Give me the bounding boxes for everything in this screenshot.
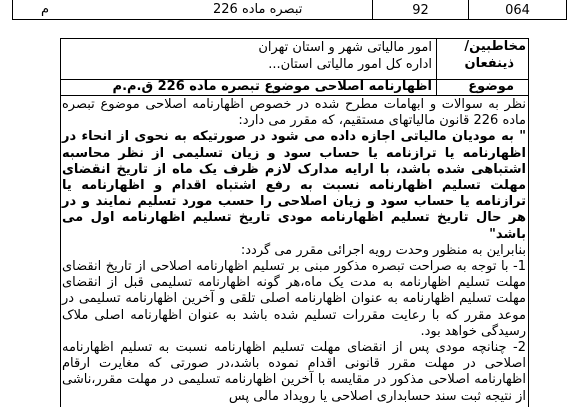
top-title: تبصره ماده 226	[213, 2, 303, 17]
audience-label: مخاطبین/	[464, 39, 526, 54]
quote-paragraph: " به مودیان مالیاتی اجازه داده می شود در صورتیکه به نحوی از انحاء در اظهارنامه یا ترازنامه یا حساب سود و زیان تسلیمی از نظر محاسبه اشتباهی شده باشد، با ارایه مدارک لازم ظرف یک ماه از تاریخ انقضای مهلت تسلیم اظهارنامه نسبت به رفع اشتباه اقدام و اظهارنامه یا ترازنامه یا حساب سود و زیان اصلاحی را حسب مورد تسلیم نمایند و در هر حال تاریخ تسلیم اظهارنامه مودی تاریخ تسلیم اظهارنامه اول می باشد"	[62, 129, 526, 242]
audience-line-2: اداره کل امور مالیاتی استان...	[268, 57, 432, 72]
directive-paragraph: بنابراین به منظور وحدت رویه اجرائی مقرر می گردد:	[240, 242, 526, 258]
subject-value: اظهارنامه اصلاحی موضوع تبصره ماده 226 ق.م.م	[112, 79, 432, 94]
top-strip	[0, 0, 567, 22]
audience-line-1: امور مالیاتی شهر و استان تهران	[258, 40, 432, 55]
top-mark: م	[41, 2, 50, 17]
top-num: 064	[468, 0, 567, 20]
clause-1-paragraph: 1- با توجه به صراحت تبصره مذکور مبنی بر تسلیم اظهارنامه اصلاحی از تاریخ انقضای مهلت تسلیم اظهارنامه به مدت یک ماه،هر گونه اظهارنامه تسلیمی قبل از انقضای مهلت تسلیم اظهارنامه به عنوان اظهارنامه اصلی تلقی و آخرین اظهارنامه تسلیمی در موعد مقرر که با رعایت مقررات تسلیم شده باشد به عنوان اظهارنامه اصلی ملاک رسیدگی خواهد بود.	[62, 259, 526, 339]
body-text	[62, 97, 526, 405]
intro-paragraph: نظر به سوالات و ابهامات مطرح شده در خصوص اظهارنامه اصلاحی موضوع تبصره ماده 226 قانون مالیاتهای مستقیم، که مقرر می دارد:	[62, 97, 526, 129]
subject-label: موضوع	[468, 79, 514, 94]
audience-label-2: ذینفعان	[464, 56, 514, 71]
clause-2-paragraph: 2- چنانچه مودی پس از انقضای مهلت تسلیم اظهارنامه نسبت به تسلیم اظهارنامه اصلاحی در مهلت مقرر قانونی اقدام نموده باشد،در صورتی که مغایرت ارقام اظهارنامه اصلاحی مذکور در مقایسه با آخرین اظهارنامه تسلیمی در مهلت مقرر،ناشی از نتیجه ثبت سند حسابداری اصلاحی یا رویداد مالی پس	[62, 340, 526, 404]
top-title-cell	[12, 0, 373, 20]
top-code: 92	[372, 0, 469, 20]
